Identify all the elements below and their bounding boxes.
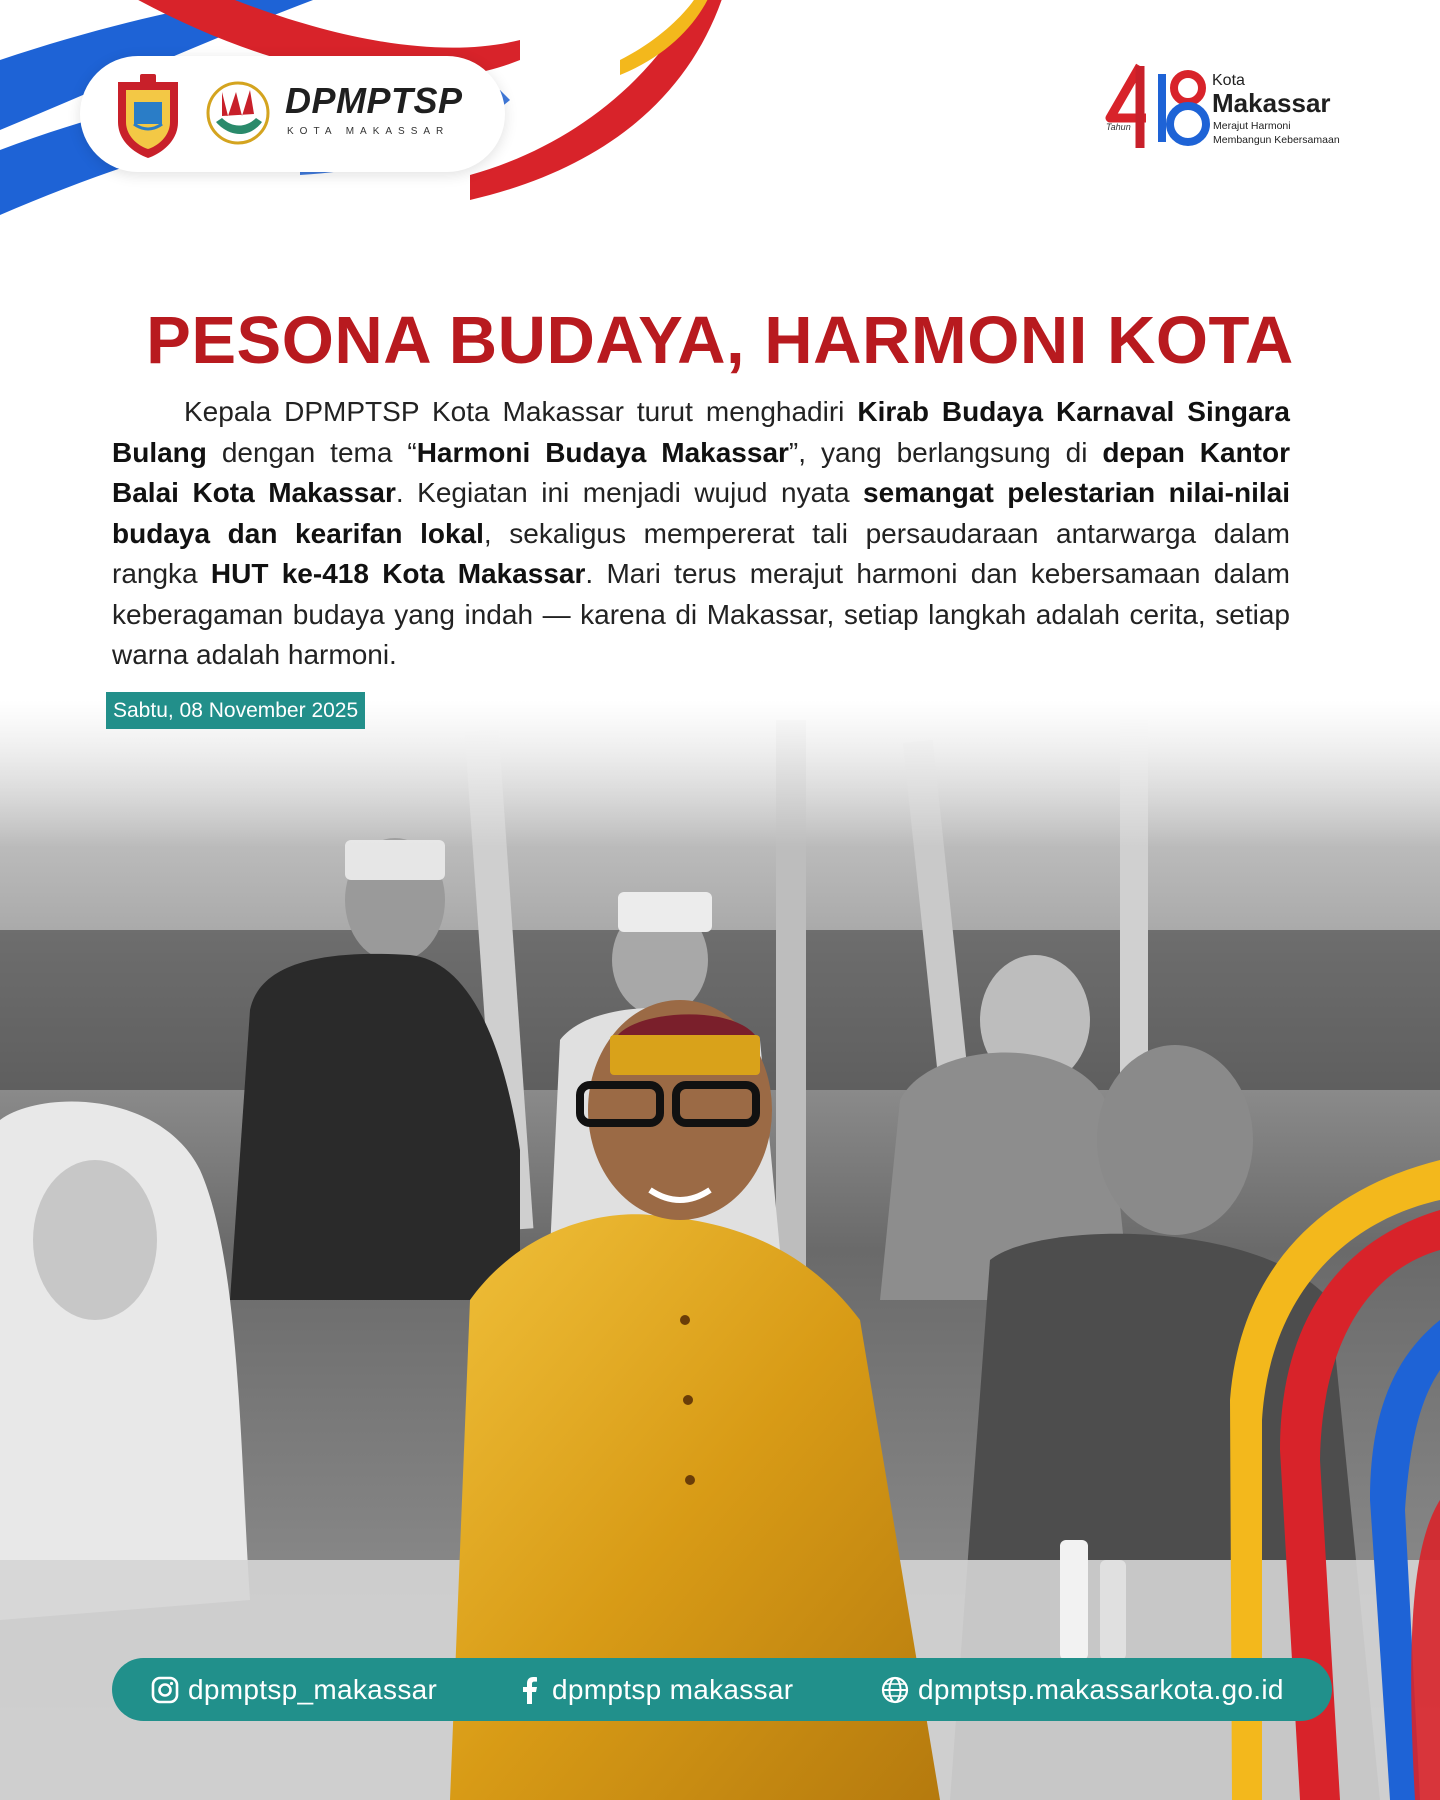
anniversary-tahun-label: Tahun xyxy=(1106,122,1131,132)
city-seal-icon xyxy=(110,72,186,160)
facebook-icon xyxy=(514,1675,544,1705)
instagram-icon xyxy=(150,1675,180,1705)
body-bold-anniversary: HUT ke-418 Kota Makassar xyxy=(210,558,586,589)
anniversary-city-name: Makassar xyxy=(1212,88,1331,118)
headline: PESONA BUDAYA, HARMONI KOTA xyxy=(146,303,1294,378)
body-bold-theme: Harmoni Budaya Makassar xyxy=(416,436,789,468)
anniversary-tagline-2: Membangun Kebersamaan xyxy=(1213,134,1340,146)
instagram-link[interactable] xyxy=(150,1658,437,1721)
anniversary-tagline-1: Merajut Harmoni xyxy=(1213,120,1291,132)
dpmptsp-emblem-icon xyxy=(202,78,274,148)
website-url: dpmptsp.makassarkota.go.id xyxy=(918,1673,1284,1705)
article-body xyxy=(112,392,1290,676)
anniversary-kota-label: Kota xyxy=(1212,72,1245,89)
anniversary-logo xyxy=(1100,62,1360,152)
website-link[interactable] xyxy=(880,1658,1284,1721)
body-bold-location: depan Kantor Balai Kota Makassar xyxy=(112,436,1290,508)
anniversary-418-icon xyxy=(1100,62,1210,152)
logo-group xyxy=(80,56,505,172)
dpmptsp-brand: DPMPTSP xyxy=(285,80,463,121)
globe-icon xyxy=(880,1675,910,1705)
body-segment: . Kegiatan ini menjadi wujud nyata xyxy=(395,477,864,508)
body-bold-spirit: semangat pelestarian nilai-nilai budaya dan kearifan lokal xyxy=(112,477,1291,549)
facebook-link[interactable] xyxy=(514,1658,793,1721)
body-segment: dengan tema “ xyxy=(206,436,417,468)
instagram-handle: dpmptsp_makassar xyxy=(188,1673,438,1705)
facebook-handle: dpmptsp makassar xyxy=(552,1673,794,1705)
dpmptsp-subtitle: KOTA MAKASSAR xyxy=(287,126,450,137)
body-segment: , sekaligus mempererat tali persaudaraan antarwarga dalam rangka xyxy=(112,517,1290,589)
body-segment: Kepala DPMPTSP Kota Makassar turut menghadiri xyxy=(184,396,858,427)
date-badge: Sabtu, 08 November 2025 xyxy=(106,692,365,729)
body-segment: ”, yang berlangsung di xyxy=(788,436,1103,468)
body-bold-event: Kirab Budaya Karnaval Singara Bulang xyxy=(112,396,1290,468)
body-segment: . Mari terus merajut harmoni dan kebersamaan dalam keberagaman budaya yang indah — karena di Makassar, setiap langkah adalah cerita, setiap warna adalah harmoni. xyxy=(112,558,1290,670)
social-bar xyxy=(112,1658,1332,1721)
